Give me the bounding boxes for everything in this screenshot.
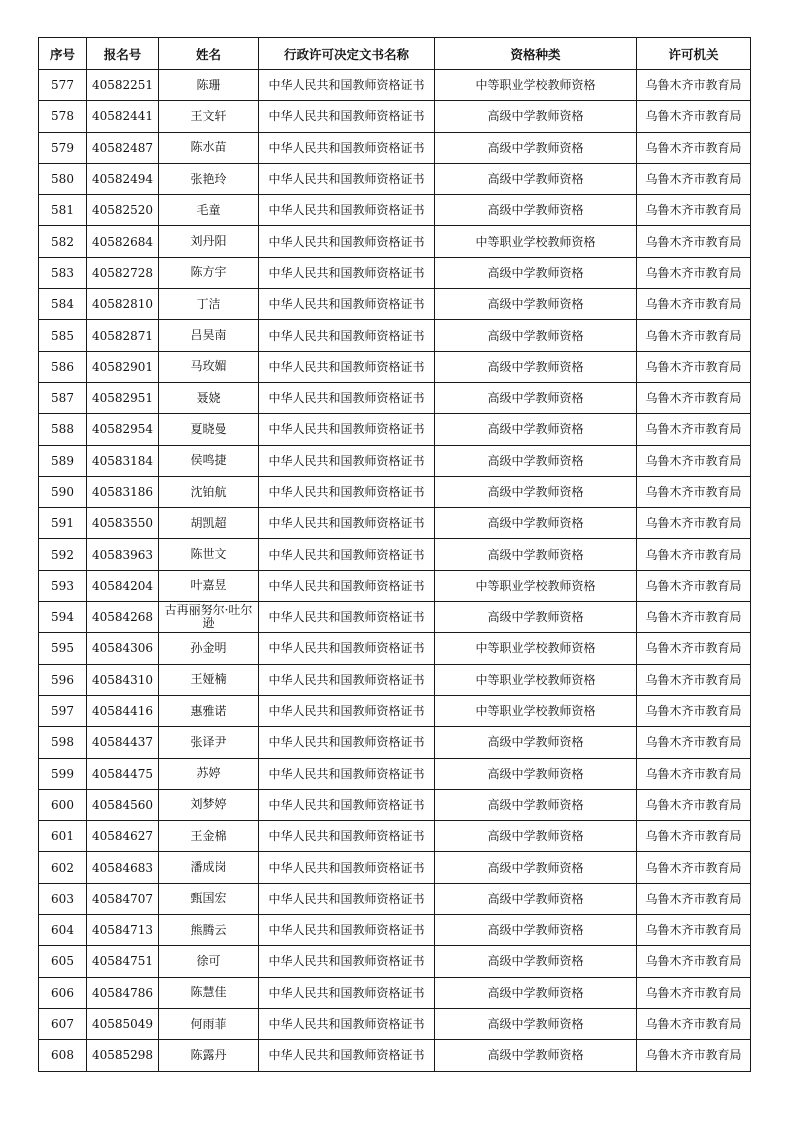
- qualification-type-cell: 高级中学教师资格: [435, 382, 637, 413]
- serial-cell: 602: [39, 852, 87, 883]
- document-name-cell: 中华人民共和国教师资格证书: [259, 883, 435, 914]
- qualification-type-cell: 高级中学教师资格: [435, 602, 637, 633]
- qualification-type-cell: 高级中学教师资格: [435, 789, 637, 820]
- serial-cell: 590: [39, 476, 87, 507]
- document-name-cell: 中华人民共和国教师资格证书: [259, 257, 435, 288]
- name-cell: 王娅楠: [159, 664, 259, 695]
- registration-no-cell: 40582871: [87, 320, 159, 351]
- table-row: [39, 382, 751, 413]
- issuing-authority-cell: 乌鲁木齐市教育局: [637, 476, 751, 507]
- registration-no-cell: 40582487: [87, 132, 159, 163]
- name-cell: 张译尹: [159, 727, 259, 758]
- serial-cell: 577: [39, 70, 87, 101]
- registration-no-cell: 40583963: [87, 539, 159, 570]
- name-cell: 吕昊南: [159, 320, 259, 351]
- header-issuing-authority: 许可机关: [637, 38, 751, 70]
- serial-cell: 580: [39, 163, 87, 194]
- issuing-authority-cell: 乌鲁木齐市教育局: [637, 414, 751, 445]
- name-cell: 侯鸣捷: [159, 445, 259, 476]
- table-row: [39, 445, 751, 476]
- issuing-authority-cell: 乌鲁木齐市教育局: [637, 570, 751, 601]
- name-cell: 陈世文: [159, 539, 259, 570]
- qualification-type-cell: 高级中学教师资格: [435, 351, 637, 382]
- name-cell: 徐可: [159, 946, 259, 977]
- table-row: [39, 195, 751, 226]
- registration-no-cell: 40582684: [87, 226, 159, 257]
- registration-no-cell: 40584475: [87, 758, 159, 789]
- serial-cell: 588: [39, 414, 87, 445]
- document-name-cell: 中华人民共和国教师资格证书: [259, 163, 435, 194]
- name-cell: 陈水苗: [159, 132, 259, 163]
- registration-no-cell: 40583184: [87, 445, 159, 476]
- document-name-cell: 中华人民共和国教师资格证书: [259, 727, 435, 758]
- serial-cell: 607: [39, 1008, 87, 1039]
- issuing-authority-cell: 乌鲁木齐市教育局: [637, 289, 751, 320]
- document-name-cell: 中华人民共和国教师资格证书: [259, 570, 435, 601]
- document-name-cell: 中华人民共和国教师资格证书: [259, 414, 435, 445]
- teacher-license-table: [38, 37, 751, 1072]
- name-cell: 惠雅诺: [159, 695, 259, 726]
- qualification-type-cell: 高级中学教师资格: [435, 821, 637, 852]
- document-name-cell: 中华人民共和国教师资格证书: [259, 445, 435, 476]
- document-name-cell: 中华人民共和国教师资格证书: [259, 946, 435, 977]
- table-row: [39, 508, 751, 539]
- registration-no-cell: 40584751: [87, 946, 159, 977]
- table-row: [39, 1008, 751, 1039]
- table-row: [39, 727, 751, 758]
- issuing-authority-cell: 乌鲁木齐市教育局: [637, 445, 751, 476]
- name-cell: 苏婷: [159, 758, 259, 789]
- qualification-type-cell: 高级中学教师资格: [435, 132, 637, 163]
- table-row: [39, 226, 751, 257]
- qualification-type-cell: 中等职业学校教师资格: [435, 633, 637, 664]
- qualification-type-cell: 高级中学教师资格: [435, 508, 637, 539]
- document-name-cell: 中华人民共和国教师资格证书: [259, 508, 435, 539]
- table-row: [39, 132, 751, 163]
- table-row: [39, 320, 751, 351]
- serial-cell: 600: [39, 789, 87, 820]
- serial-cell: 592: [39, 539, 87, 570]
- issuing-authority-cell: 乌鲁木齐市教育局: [637, 633, 751, 664]
- serial-cell: 599: [39, 758, 87, 789]
- serial-cell: 604: [39, 915, 87, 946]
- registration-no-cell: 40582728: [87, 257, 159, 288]
- qualification-type-cell: 高级中学教师资格: [435, 883, 637, 914]
- serial-cell: 596: [39, 664, 87, 695]
- document-name-cell: 中华人民共和国教师资格证书: [259, 70, 435, 101]
- issuing-authority-cell: 乌鲁木齐市教育局: [637, 163, 751, 194]
- name-cell: 沈铂航: [159, 476, 259, 507]
- table-row: [39, 1040, 751, 1071]
- qualification-type-cell: 高级中学教师资格: [435, 946, 637, 977]
- header-registration-no: 报名号: [87, 38, 159, 70]
- table-row: [39, 946, 751, 977]
- registration-no-cell: 40582520: [87, 195, 159, 226]
- issuing-authority-cell: 乌鲁木齐市教育局: [637, 508, 751, 539]
- name-cell: 陈慧佳: [159, 977, 259, 1008]
- name-cell: 潘成岗: [159, 852, 259, 883]
- qualification-type-cell: 高级中学教师资格: [435, 476, 637, 507]
- document-name-cell: 中华人民共和国教师资格证书: [259, 289, 435, 320]
- registration-no-cell: 40582951: [87, 382, 159, 413]
- document-name-cell: 中华人民共和国教师资格证书: [259, 226, 435, 257]
- table-row: [39, 915, 751, 946]
- qualification-type-cell: 高级中学教师资格: [435, 758, 637, 789]
- document-name-cell: 中华人民共和国教师资格证书: [259, 664, 435, 695]
- serial-cell: 587: [39, 382, 87, 413]
- issuing-authority-cell: 乌鲁木齐市教育局: [637, 351, 751, 382]
- table-row: [39, 695, 751, 726]
- name-cell: 陈方宇: [159, 257, 259, 288]
- table-row: [39, 351, 751, 382]
- serial-cell: 608: [39, 1040, 87, 1071]
- serial-cell: 594: [39, 602, 87, 633]
- serial-cell: 606: [39, 977, 87, 1008]
- registration-no-cell: 40584416: [87, 695, 159, 726]
- document-name-cell: 中华人民共和国教师资格证书: [259, 852, 435, 883]
- registration-no-cell: 40585049: [87, 1008, 159, 1039]
- issuing-authority-cell: 乌鲁木齐市教育局: [637, 695, 751, 726]
- serial-cell: 597: [39, 695, 87, 726]
- serial-cell: 582: [39, 226, 87, 257]
- qualification-type-cell: 高级中学教师资格: [435, 101, 637, 132]
- qualification-type-cell: 高级中学教师资格: [435, 320, 637, 351]
- table-row: [39, 852, 751, 883]
- registration-no-cell: 40584713: [87, 915, 159, 946]
- qualification-type-cell: 中等职业学校教师资格: [435, 226, 637, 257]
- registration-no-cell: 40584437: [87, 727, 159, 758]
- name-cell: 刘梦婷: [159, 789, 259, 820]
- registration-no-cell: 40584560: [87, 789, 159, 820]
- issuing-authority-cell: 乌鲁木齐市教育局: [637, 789, 751, 820]
- issuing-authority-cell: 乌鲁木齐市教育局: [637, 727, 751, 758]
- qualification-type-cell: 高级中学教师资格: [435, 163, 637, 194]
- document-name-cell: 中华人民共和国教师资格证书: [259, 633, 435, 664]
- issuing-authority-cell: 乌鲁木齐市教育局: [637, 821, 751, 852]
- serial-cell: 598: [39, 727, 87, 758]
- qualification-type-cell: 高级中学教师资格: [435, 1040, 637, 1071]
- serial-cell: 605: [39, 946, 87, 977]
- name-cell: 聂娆: [159, 382, 259, 413]
- serial-cell: 595: [39, 633, 87, 664]
- issuing-authority-cell: 乌鲁木齐市教育局: [637, 226, 751, 257]
- qualification-type-cell: 高级中学教师资格: [435, 445, 637, 476]
- table-row: [39, 163, 751, 194]
- issuing-authority-cell: 乌鲁木齐市教育局: [637, 977, 751, 1008]
- document-name-cell: 中华人民共和国教师资格证书: [259, 539, 435, 570]
- serial-cell: 601: [39, 821, 87, 852]
- table-row: [39, 602, 751, 633]
- qualification-type-cell: 中等职业学校教师资格: [435, 695, 637, 726]
- issuing-authority-cell: 乌鲁木齐市教育局: [637, 70, 751, 101]
- registration-no-cell: 40582441: [87, 101, 159, 132]
- table-row: [39, 101, 751, 132]
- name-cell: 胡凯超: [159, 508, 259, 539]
- qualification-type-cell: 高级中学教师资格: [435, 977, 637, 1008]
- serial-cell: 584: [39, 289, 87, 320]
- issuing-authority-cell: 乌鲁木齐市教育局: [637, 883, 751, 914]
- issuing-authority-cell: 乌鲁木齐市教育局: [637, 758, 751, 789]
- issuing-authority-cell: 乌鲁木齐市教育局: [637, 946, 751, 977]
- issuing-authority-cell: 乌鲁木齐市教育局: [637, 320, 751, 351]
- issuing-authority-cell: 乌鲁木齐市教育局: [637, 195, 751, 226]
- issuing-authority-cell: 乌鲁木齐市教育局: [637, 1008, 751, 1039]
- registration-no-cell: 40585298: [87, 1040, 159, 1071]
- qualification-type-cell: 高级中学教师资格: [435, 414, 637, 445]
- serial-cell: 586: [39, 351, 87, 382]
- document-name-cell: 中华人民共和国教师资格证书: [259, 101, 435, 132]
- registration-no-cell: 40584268: [87, 602, 159, 633]
- qualification-type-cell: 高级中学教师资格: [435, 195, 637, 226]
- registration-no-cell: 40584786: [87, 977, 159, 1008]
- qualification-type-cell: 高级中学教师资格: [435, 727, 637, 758]
- table-row: [39, 883, 751, 914]
- name-cell: 毛童: [159, 195, 259, 226]
- table-row: [39, 664, 751, 695]
- name-cell: 刘丹阳: [159, 226, 259, 257]
- issuing-authority-cell: 乌鲁木齐市教育局: [637, 101, 751, 132]
- issuing-authority-cell: 乌鲁木齐市教育局: [637, 132, 751, 163]
- table-row: [39, 289, 751, 320]
- qualification-type-cell: 高级中学教师资格: [435, 257, 637, 288]
- issuing-authority-cell: 乌鲁木齐市教育局: [637, 1040, 751, 1071]
- serial-cell: 589: [39, 445, 87, 476]
- header-document-name: 行政许可决定文书名称: [259, 38, 435, 70]
- name-cell: 甄国宏: [159, 883, 259, 914]
- registration-no-cell: 40584707: [87, 883, 159, 914]
- serial-cell: 579: [39, 132, 87, 163]
- name-cell: 叶嘉昱: [159, 570, 259, 601]
- document-name-cell: 中华人民共和国教师资格证书: [259, 132, 435, 163]
- document-name-cell: 中华人民共和国教师资格证书: [259, 758, 435, 789]
- qualification-type-cell: 高级中学教师资格: [435, 539, 637, 570]
- issuing-authority-cell: 乌鲁木齐市教育局: [637, 382, 751, 413]
- name-cell: 王金棉: [159, 821, 259, 852]
- name-cell: 陈珊: [159, 70, 259, 101]
- table-row: [39, 476, 751, 507]
- registration-no-cell: 40583550: [87, 508, 159, 539]
- document-name-cell: 中华人民共和国教师资格证书: [259, 1008, 435, 1039]
- qualification-type-cell: 高级中学教师资格: [435, 289, 637, 320]
- document-name-cell: 中华人民共和国教师资格证书: [259, 1040, 435, 1071]
- table-row: [39, 789, 751, 820]
- table-row: [39, 758, 751, 789]
- name-cell: 马玫媚: [159, 351, 259, 382]
- header-name: 姓名: [159, 38, 259, 70]
- qualification-type-cell: 高级中学教师资格: [435, 915, 637, 946]
- registration-no-cell: 40582494: [87, 163, 159, 194]
- qualification-type-cell: 高级中学教师资格: [435, 1008, 637, 1039]
- table-row: [39, 821, 751, 852]
- issuing-authority-cell: 乌鲁木齐市教育局: [637, 257, 751, 288]
- serial-cell: 583: [39, 257, 87, 288]
- serial-cell: 578: [39, 101, 87, 132]
- table-row: [39, 257, 751, 288]
- issuing-authority-cell: 乌鲁木齐市教育局: [637, 664, 751, 695]
- registration-no-cell: 40582810: [87, 289, 159, 320]
- name-cell: 熊腾云: [159, 915, 259, 946]
- table-row: [39, 570, 751, 601]
- registration-no-cell: 40584627: [87, 821, 159, 852]
- serial-cell: 581: [39, 195, 87, 226]
- registration-no-cell: 40583186: [87, 476, 159, 507]
- document-name-cell: 中华人民共和国教师资格证书: [259, 351, 435, 382]
- name-cell: 张艳玲: [159, 163, 259, 194]
- header-qualification-type: 资格种类: [435, 38, 637, 70]
- name-cell: 夏晓曼: [159, 414, 259, 445]
- table-row: [39, 539, 751, 570]
- qualification-type-cell: 高级中学教师资格: [435, 852, 637, 883]
- document-name-cell: 中华人民共和国教师资格证书: [259, 695, 435, 726]
- document-name-cell: 中华人民共和国教师资格证书: [259, 476, 435, 507]
- serial-cell: 603: [39, 883, 87, 914]
- qualification-type-cell: 中等职业学校教师资格: [435, 664, 637, 695]
- name-cell: 陈露丹: [159, 1040, 259, 1071]
- registration-no-cell: 40582901: [87, 351, 159, 382]
- document-name-cell: 中华人民共和国教师资格证书: [259, 602, 435, 633]
- name-cell: 古再丽努尔·吐尔逊: [159, 602, 259, 633]
- document-name-cell: 中华人民共和国教师资格证书: [259, 977, 435, 1008]
- header-serial: 序号: [39, 38, 87, 70]
- qualification-type-cell: 中等职业学校教师资格: [435, 70, 637, 101]
- document-name-cell: 中华人民共和国教师资格证书: [259, 789, 435, 820]
- name-cell: 丁洁: [159, 289, 259, 320]
- issuing-authority-cell: 乌鲁木齐市教育局: [637, 539, 751, 570]
- serial-cell: 591: [39, 508, 87, 539]
- document-name-cell: 中华人民共和国教师资格证书: [259, 915, 435, 946]
- table-row: [39, 977, 751, 1008]
- table-body: [39, 70, 751, 1072]
- registration-no-cell: 40584310: [87, 664, 159, 695]
- registration-no-cell: 40584306: [87, 633, 159, 664]
- table-row: [39, 633, 751, 664]
- header-row: [39, 38, 751, 70]
- qualification-type-cell: 中等职业学校教师资格: [435, 570, 637, 601]
- name-cell: 孙金明: [159, 633, 259, 664]
- document-name-cell: 中华人民共和国教师资格证书: [259, 195, 435, 226]
- name-cell: 何雨菲: [159, 1008, 259, 1039]
- registration-no-cell: 40582954: [87, 414, 159, 445]
- registration-no-cell: 40582251: [87, 70, 159, 101]
- serial-cell: 585: [39, 320, 87, 351]
- registration-no-cell: 40584204: [87, 570, 159, 601]
- document-name-cell: 中华人民共和国教师资格证书: [259, 821, 435, 852]
- registration-no-cell: 40584683: [87, 852, 159, 883]
- issuing-authority-cell: 乌鲁木齐市教育局: [637, 852, 751, 883]
- table-row: [39, 414, 751, 445]
- name-cell: 王文轩: [159, 101, 259, 132]
- serial-cell: 593: [39, 570, 87, 601]
- table-row: [39, 70, 751, 101]
- issuing-authority-cell: 乌鲁木齐市教育局: [637, 915, 751, 946]
- document-name-cell: 中华人民共和国教师资格证书: [259, 320, 435, 351]
- document-name-cell: 中华人民共和国教师资格证书: [259, 382, 435, 413]
- issuing-authority-cell: 乌鲁木齐市教育局: [637, 602, 751, 633]
